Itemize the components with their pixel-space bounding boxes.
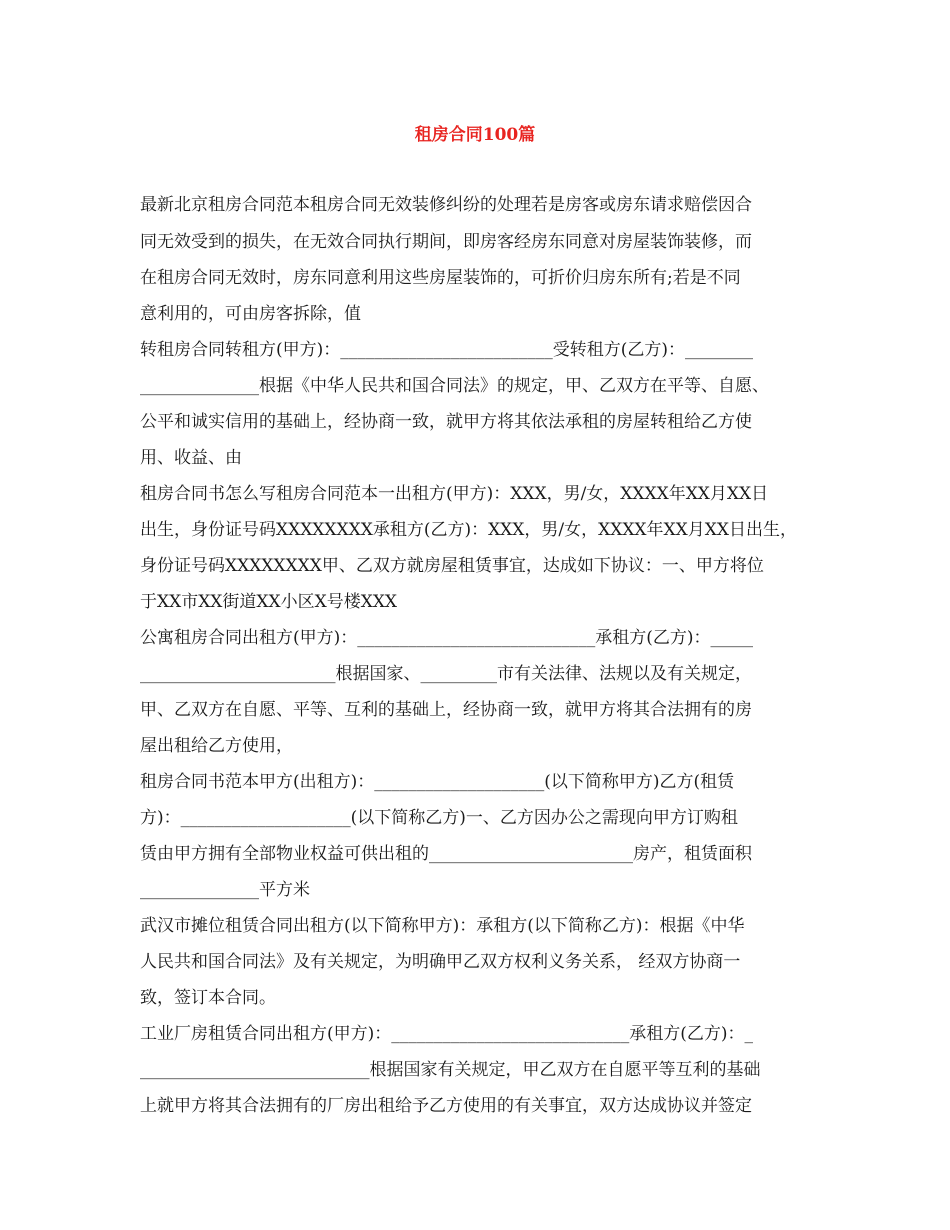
text-line: 公寓租房合同出租方(甲方)：____________________________承租方(乙方)：_____ bbox=[140, 628, 754, 648]
text-line: 意利用的，可由房客拆除，值 bbox=[140, 304, 361, 324]
text-line: 在租房合同无效时，房东同意利用这些房屋装饰的，可折价归房东所有;若是不同 bbox=[140, 268, 741, 288]
text-line: 武汉市摊位租赁合同出租方(以下简称甲方)：承租方(以下简称乙方)：根据《中华 bbox=[140, 916, 745, 936]
text-line: 租房合同书怎么写租房合同范本一出租方(甲方)：XXX，男/女，XXXX年XX月XX日 bbox=[140, 484, 769, 504]
text-line: 用、收益、由 bbox=[140, 448, 242, 468]
text-line: 转租房合同转租方(甲方)：_________________________受转租方(乙方)：________ bbox=[140, 340, 754, 360]
text-line: 工业厂房租赁合同出租方(甲方)：____________________________承租方(乙方)：_ bbox=[140, 1024, 754, 1044]
text-line: 甲、乙双方在自愿、平等、互利的基础上，经协商一致，就甲方将其合法拥有的房 bbox=[140, 700, 752, 720]
text-line: 人民共和国合同法》及有关规定，为明确甲乙双方权利义务关系， 经双方协商一 bbox=[140, 952, 741, 972]
text-line: 身份证号码XXXXXXXX甲、乙双方就房屋租赁事宜，达成如下协议：一、甲方将位 bbox=[140, 556, 764, 576]
text-line: 于XX市XX街道XX小区X号楼XXX bbox=[140, 592, 398, 612]
text-line: 屋出租给乙方使用， bbox=[140, 736, 293, 756]
text-line: 上就甲方将其合法拥有的厂房出租给予乙方使用的有关事宜，双方达成协议并签定 bbox=[140, 1096, 752, 1116]
text-line: 方)：____________________(以下简称乙方)一、乙方因办公之需现向甲方订购租 bbox=[140, 808, 738, 828]
text-line: _______________________根据国家、_________市有关法律、法规以及有关规定， bbox=[140, 664, 752, 684]
text-line: ______________平方米 bbox=[140, 880, 310, 900]
text-line: 出生，身份证号码XXXXXXXX承租方(乙方)：XXX，男/女，XXXX年XX月XX日出生， bbox=[140, 520, 797, 540]
text-line: 公平和诚实信用的基础上，经协商一致，就甲方将其依法承租的房屋转租给乙方使 bbox=[140, 412, 752, 432]
text-line: ___________________________根据国家有关规定，甲乙双方在自愿平等互利的基础 bbox=[140, 1060, 761, 1080]
text-line: 致，签订本合同。 bbox=[140, 988, 276, 1008]
document-title: 租房合同100篇 bbox=[414, 125, 536, 145]
text-line: 同无效受到的损失，在无效合同执行期间，即房客经房东同意对房屋装饰装修，而 bbox=[140, 232, 752, 252]
text-line: 租房合同书范本甲方(出租方)：____________________(以下简称甲方)乙方(租赁 bbox=[140, 772, 735, 792]
text-line: 赁由甲方拥有全部物业权益可供出租的________________________房产，租赁面积 bbox=[140, 844, 752, 864]
text-line: 最新北京租房合同范本租房合同无效装修纠纷的处理若是房客或房东请求赔偿因合 bbox=[140, 195, 752, 215]
text-line: ______________根据《中华人民共和国合同法》的规定，甲、乙双方在平等、自愿、 bbox=[140, 376, 769, 396]
